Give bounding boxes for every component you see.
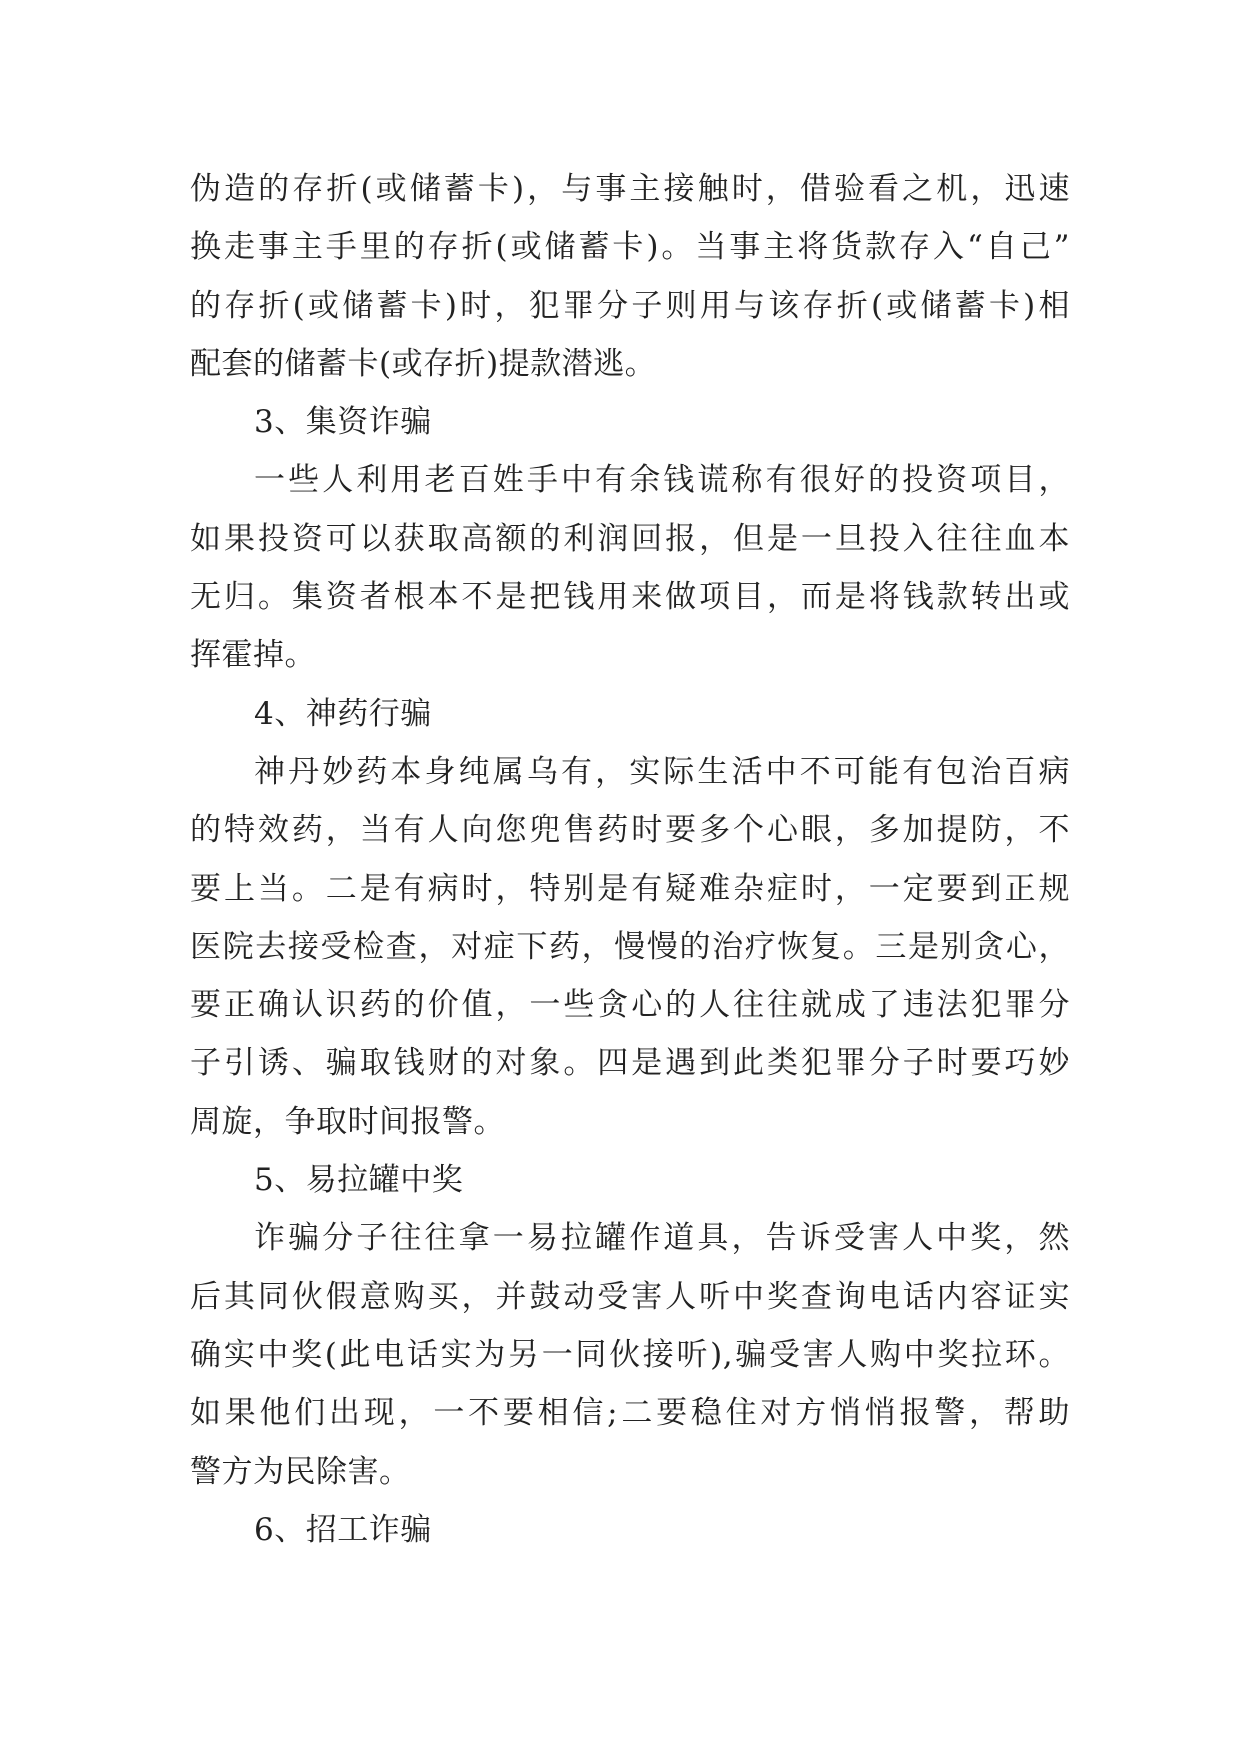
text-line: 挥霍掉。	[190, 637, 316, 674]
section-heading: 4、神药行骗	[254, 695, 432, 732]
text-line: 确实中奖(此电话实为另一同伙接听),骗受害人购中奖拉环。	[190, 1336, 1070, 1373]
section-heading: 5、易拉罐中奖	[254, 1162, 464, 1199]
text-line: 的存折(或储蓄卡)时，犯罪分子则用与该存折(或储蓄卡)相	[190, 287, 1070, 324]
text-line: 后其同伙假意购买，并鼓动受害人听中奖查询电话内容证实	[190, 1278, 1070, 1315]
text-line: 医院去接受检查，对症下药，慢慢的治疗恢复。三是别贪心，	[190, 928, 1070, 965]
text-line: 无归。集资者根本不是把钱用来做项目，而是将钱款转出或	[190, 579, 1070, 616]
text-line: 如果他们出现，一不要相信;二要稳住对方悄悄报警，帮助	[190, 1395, 1070, 1432]
section-heading: 3、集资诈骗	[254, 404, 432, 441]
text-line: 换走事主手里的存折(或储蓄卡)。当事主将货款存入“自己”	[190, 229, 1070, 266]
text-line: 诈骗分子往往拿一易拉罐作道具，告诉受害人中奖，然	[254, 1220, 1070, 1257]
text-line: 要正确认识药的价值，一些贪心的人往往就成了违法犯罪分	[190, 987, 1070, 1024]
text-line: 如果投资可以获取高额的利润回报，但是一旦投入往往血本	[190, 520, 1070, 557]
text-line: 一些人利用老百姓手中有余钱谎称有很好的投资项目，	[254, 462, 1070, 499]
text-line: 伪造的存折(或储蓄卡)，与事主接触时，借验看之机，迅速	[190, 171, 1070, 207]
text-line: 子引诱、骗取钱财的对象。四是遇到此类犯罪分子时要巧妙	[190, 1045, 1070, 1082]
text-line: 要上当。二是有病时，特别是有疑难杂症时，一定要到正规	[190, 870, 1070, 907]
text-line: 的特效药，当有人向您兜售药时要多个心眼，多加提防，不	[190, 812, 1070, 849]
section-heading: 6、招工诈骗	[254, 1511, 432, 1548]
text-line: 配套的储蓄卡(或存折)提款潜逃。	[190, 345, 657, 382]
text-line: 神丹妙药本身纯属乌有，实际生活中不可能有包治百病	[254, 753, 1070, 790]
document-body	[190, 160, 1070, 1559]
text-line: 周旋，争取时间报警。	[190, 1103, 505, 1140]
text-line: 警方为民除害。	[190, 1453, 411, 1490]
